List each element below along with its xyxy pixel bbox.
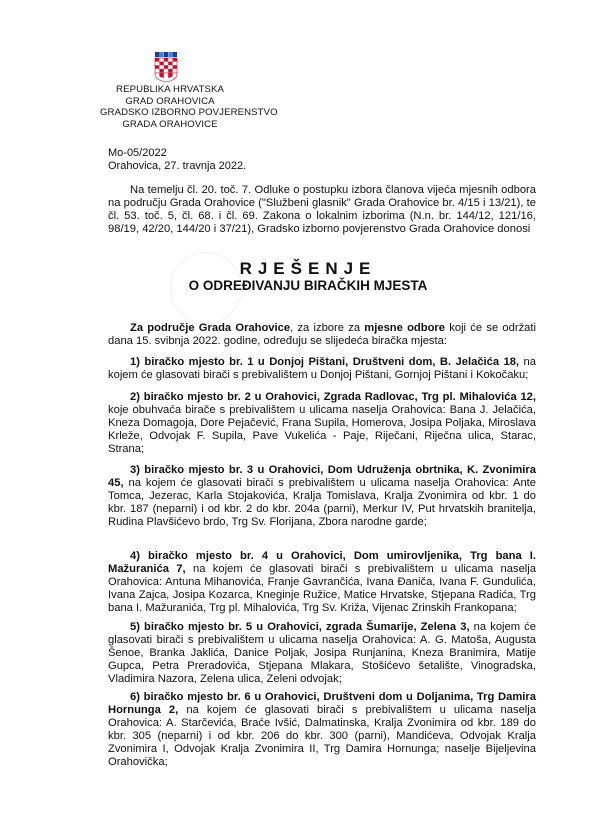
intro-paragraph xyxy=(108,322,536,348)
polling-station-text: na kojem će glasovati birači s prebivalištem u Donjoj Pištani, Gornjoj Pištani i Kokočaku; xyxy=(108,356,536,381)
document-subtitle: O ODREĐIVANJU BIRAČKIH MJESTA xyxy=(188,278,428,293)
polling-station-heading: 5) biračko mjesto br. 5 u Orahovici, zgrada Šumarije, Zelena 3, xyxy=(130,621,470,633)
header-line-3: GRADSKO IZBORNO POVJERENSTVO xyxy=(100,107,278,119)
document-meta xyxy=(108,147,246,173)
polling-station-text: na kojem će glasovati birači s prebivalištem u ulicama naselja Orahovica: Antuna Mihanovića, Franje Gavrančića, Ivana Đaniča, Ivana F. Gundulića, Ivana Zajca, Josipa Kozarca, Kneginje Ružice, Matice Hrvatske, Stjepana Radića, Trg bana I. Mažuranića, Trg pl. Mihalovića, Trg Sv. Križa, Vijenac Zrinskih Frankopana; xyxy=(108,563,536,614)
preamble-paragraph: Na temelju čl. 20. toč. 7. Odluke o postupku izbora članova vijeća mjesnih odbora na području Grada Orahovice ("Službeni glasnik" Grada Orahovice br. 4/15 i 13/21), te čl. 53. toč. 5, čl. 68. i čl. 69. Zakona o lokalnim izborima (N.n. br. 144/12, 121/16, 98/19, 42/20, 144/20 i 37/21), Gradsko izborno povjerenstvo Grada Orahovice donosi xyxy=(108,184,536,235)
document-title: RJEŠENJE xyxy=(239,259,377,278)
polling-station-heading: 3) biračko mjesto br. 3 u Orahovici, Dom Udruženja obrtnika, K. Zvonimira 45, xyxy=(108,464,536,489)
polling-station-item xyxy=(108,356,536,382)
polling-station-text: na kojem će glasovati birači s prebivalištem u ulicama naselja Orahovica: A. Starčevića, Braće Ivšić, Dalmatinska, Kralja Zvonimira od kbr. 189 do kbr. 305 (neparni) i od kbr. 206 do kbr. 300 (parni), Mandićeva, Odvojak Kralja Zvonimira I, Odvojak Kralja Zvonimira II, Trg Damira Hornunga; naselje Bijeljevina Orahovička; xyxy=(108,704,536,768)
polling-station-heading: 2) biračko mjesto br. 2 u Orahovici, Zgrada Radlovac, Trg pl. Mihalovića 12, xyxy=(130,391,536,403)
polling-station-heading: 6) biračko mjesto br. 6 u Orahovici, Društveni dom u Doljanima, Trg Damira Hornunga 2, xyxy=(108,691,536,716)
polling-station-text: na kojem će glasovati birači s prebivalištem u ulicama naselja Orahovica: Ante Tomca, Jezerac, Karla Stojakovića, Kralja Tomislava, Kralja Zvonimira od kbr. 1 do kbr. 187 (neparni) i od kbr. 2 do kbr. 204a (parni), Merkur IV, Put hrvatskih branitelja, Rudina Plavšićevo brdo, Trg Sv. Florijana, Zbora narodne garde; xyxy=(108,477,536,528)
header-line-1: REPUBLIKA HRVATSKA xyxy=(116,84,224,95)
polling-station-item xyxy=(108,621,536,686)
intro-area: Za područje Grada Orahovice xyxy=(130,322,291,334)
header-line-2: GRAD ORAHOVICA xyxy=(125,95,215,107)
place-and-date: Orahovica, 27. travnja 2022. xyxy=(108,160,247,172)
croatian-coat-of-arms-icon xyxy=(154,52,178,82)
issuer-header xyxy=(100,84,278,130)
intro-election-type: mjesne odbore xyxy=(364,322,446,334)
polling-station-heading: 1) biračko mjesto br. 1 u Donjoj Pištani, Društveni dom, B. Jelačića 18, xyxy=(130,356,520,368)
header-line-4: GRADA ORAHOVICE xyxy=(122,118,218,130)
polling-station-heading: 4) biračko mjesto br. 4 u Orahovici, Dom umirovljenika, Trg bana I. Mažuranića 7, xyxy=(108,550,536,575)
polling-station-item xyxy=(108,391,536,456)
polling-station-item xyxy=(108,550,536,615)
reference-number: Mo-05/2022 xyxy=(108,147,167,159)
intro-text-2: koji će se održati dana 15. svibnja 2022. godine, određuju se slijedeća biračka mjesta: xyxy=(108,322,536,347)
polling-station-item xyxy=(108,691,536,769)
intro-text-1: , za izbore za xyxy=(290,322,365,334)
polling-station-item xyxy=(108,464,536,529)
polling-station-text: na kojem će glasovati birači s prebivalištem u ulicama naselja Orahovica: A. G. Matoša, Augusta Šenoe, Branka Jaklića, Danice Poljak, Josipa Runjanina, Kneza Branimira, Matije Gupca, Petra Preradovića, Stjepana Mlakara, Stošićevo šetalište, Vinogradska, Vladimira Nazora, Zelena ulica, Zeleni odvojak; xyxy=(108,621,536,685)
polling-station-text: koje obuhvaća birače s prebivalištem u ulicama naselja Orahovica: Bana J. Jelačića, Kneza Domagoja, Dore Pejačević, Frana Supila, Homerova, Josipa Poljaka, Miroslava Krleže, Odvojak F. Supila, Pave Vukelića - Paje, Riječani, Riječna ulica, Starac, Strana; xyxy=(108,404,536,455)
